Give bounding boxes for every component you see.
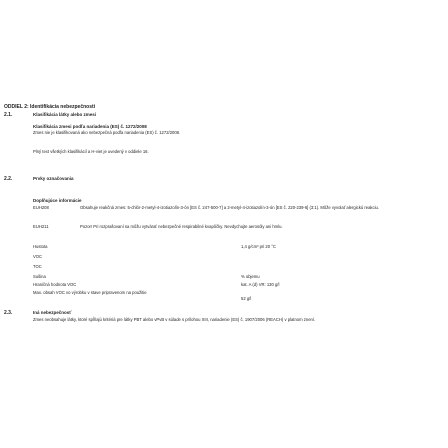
section-2-2-heading: Prvky označovania	[33, 176, 74, 181]
property-value: % objemu	[241, 274, 260, 279]
property-label: Sušina	[33, 274, 46, 279]
property-value: 1,4 g/cm³ pri 20 °C	[241, 244, 276, 249]
property-label: Hraničná hodnota VOC	[33, 282, 77, 287]
euh-code: EUH211	[33, 224, 49, 229]
property-label: TOC	[33, 264, 42, 269]
property-label: Max. obsah VOC vo výrobku v stave pripravenom na použitie	[33, 290, 147, 295]
classification-subheading: Klasifikácia zmesi podľa nariadenia (ES) č. 1272/2008	[33, 124, 147, 129]
supplementary-info-heading: Doplňujúce informácie	[33, 198, 82, 203]
property-label: Hustota	[33, 244, 48, 249]
euh-text: Pozor! Pri rozprašovaní sa môžu vytvárať nebezpečné respirabilné kvapôčky. Nevdychujte aerosóly ani hmlu.	[80, 224, 283, 229]
euh-code: EUH208	[33, 205, 49, 210]
property-value: 52 g/l	[241, 296, 252, 301]
section-2-1-heading: Klasifikácia látky alebo zmesi	[33, 112, 97, 117]
classification-text: Zmes nie je klasifikovaná ako nebezpečná podľa nariadenia (ES) č. 1272/2008.	[33, 130, 181, 135]
section-2-2-number: 2.2.	[4, 176, 13, 182]
euh-text: Obsahuje reakčná zmes: 5-chlór-2-metyl-4-izotiazolín-3-ón [ES č. 247-500-7] a 2-metyl-4-izotiazolín-3-ón [ES č. 220-239-6] (3:1). Môže vyvolať alergickú reakciu.	[80, 205, 380, 210]
classification-note: Plný text všetkých klasifikácií a H-viet je uvedený v oddiele 16.	[33, 149, 149, 154]
section-2-3-number: 2.3.	[4, 310, 13, 316]
section-2-3-heading: Iná nebezpečnosť	[33, 310, 72, 315]
property-label: VOC	[33, 254, 43, 259]
other-hazards-text: Zmes neobsahuje látky, ktoré spĺňajú kritériá pre látky PBT alebo vPvB v súlade s prílohou XIII, nariadenie (ES) č. 1907/2006 (REACH) v platnom znení.	[33, 317, 316, 322]
property-value: kat. A (d) VR: 130 g/l	[241, 282, 280, 287]
section-title: ODDIEL 2: Identifikácia nebezpečnosti	[4, 104, 96, 110]
section-2-1-number: 2.1.	[4, 112, 13, 118]
